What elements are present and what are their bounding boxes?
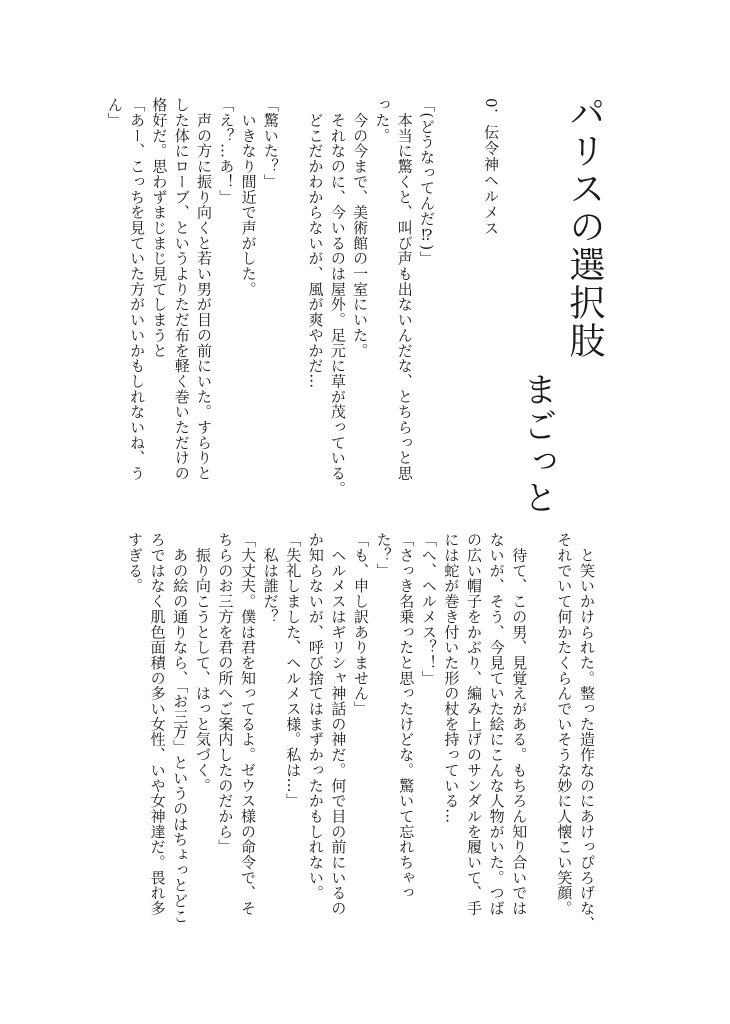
text-column: 本当に驚くと、叫び声も出ないんだな、とちらっと思 bbox=[395, 97, 414, 481]
text-column: た？」 bbox=[374, 532, 393, 579]
author-name: まごっと bbox=[517, 372, 557, 516]
text-column: それなのに、今いるのは屋外。足元に草が茂っている。 bbox=[328, 97, 347, 497]
chapter-heading: 0．伝令神ヘルメス bbox=[482, 98, 500, 237]
text-column: ろではなく肌色面積の多い女性、いや女神達だ。畏れ多 bbox=[148, 532, 167, 916]
text-column: と笑いかけられた。整った造作なのにあけっぴろげな、 bbox=[578, 532, 596, 932]
text-column: 「へ、ヘルメス？！」 bbox=[419, 532, 438, 686]
text-column: 「大丈夫。僕は君を知ってるよ。ゼウス様の命令で、そ bbox=[239, 532, 257, 916]
text-column: 「驚いた？」 bbox=[261, 97, 280, 190]
text-column: 声の方に振り向くと若い男が目の前にいた。すらりと bbox=[195, 97, 213, 481]
text-column: ないが、そう、今見ていた絵にこんな人物がいた。つば bbox=[487, 532, 506, 916]
text-column: 格好だ。思わずまじまじ見てしまうと bbox=[150, 97, 169, 358]
text-column: ヘルメスはギリシャ神話の神だ。何で目の前にいるの bbox=[329, 532, 348, 916]
text-column: 「さっき名乗ったと思ったけどな。驚いて忘れちゃっ bbox=[397, 532, 416, 901]
text-column: 「あー、こっちを見ていた方がいいかもしれないね、う bbox=[128, 97, 147, 481]
text-column: ちらのお三方を君の所へご案内したのだから」 bbox=[216, 532, 235, 855]
text-column: それでいて何かたくらんでいそうな妙に人懐こい笑顔。 bbox=[555, 532, 574, 916]
text-column: すぎる。 bbox=[126, 532, 144, 594]
text-column: 待て、この男、見覚えがある。もちろん知り合いでは bbox=[510, 532, 529, 916]
text-column: 振り向こうとして、はっと気づく。 bbox=[193, 532, 212, 793]
text-column: か知らないが、呼び捨てはまずかったかもしれない。 bbox=[306, 532, 325, 901]
text-column: 「も、申し訳ありません」 bbox=[352, 532, 370, 717]
text-column: 「(どうなってんだ⁉)」 bbox=[418, 97, 436, 266]
text-column: どこだかわからないが、風が爽やかだ… bbox=[306, 97, 325, 389]
text-column: には蛇が巻き付いた形の杖を持っている… bbox=[442, 532, 461, 824]
text-column: いきなり間近で声がした。 bbox=[239, 97, 258, 297]
story-title: パリスの選択肢 bbox=[564, 94, 605, 360]
text-column: った。 bbox=[373, 97, 392, 144]
text-column: の広い帽子をかぶり、編み上げのサンダルを履いて、手 bbox=[465, 532, 483, 916]
text-column: 「失礼しました、ヘルメス様。私は…」 bbox=[284, 532, 303, 809]
text-column: ん」 bbox=[105, 97, 124, 128]
text-column: あの絵の通りなら、「お三方」というのはちょっとどこ bbox=[171, 532, 190, 924]
text-column: 今の今まで、美術館の一室にいた。 bbox=[351, 97, 370, 358]
text-column: した体にローブ、というよりただ布を軽く巻いただけの bbox=[172, 97, 191, 481]
text-column: 私は誰だ？ bbox=[261, 532, 280, 625]
text-column: 「え？…あ！」 bbox=[217, 97, 236, 205]
